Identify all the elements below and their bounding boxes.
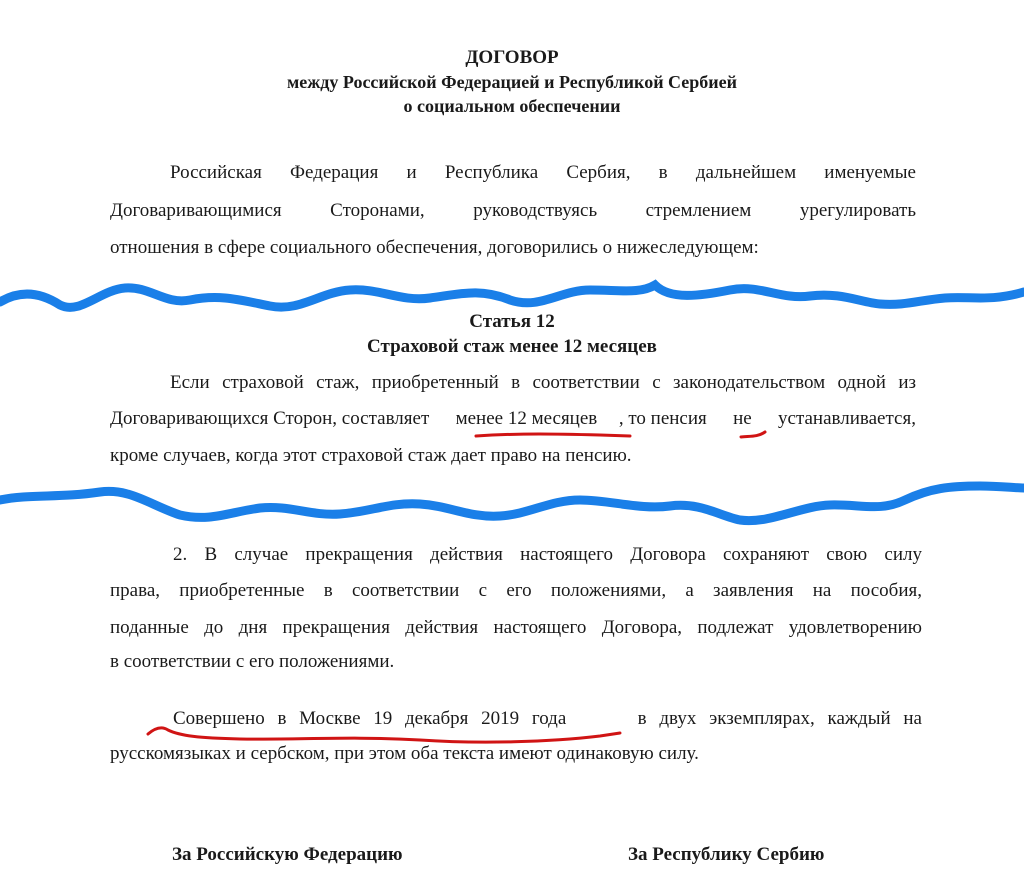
document-subtitle-2: о социальном обеспечении — [403, 96, 621, 116]
highlighted-phrase: менее 12 месяцев — [455, 408, 598, 429]
closing-line — [173, 708, 922, 730]
article-text-part: Договаривающихся Сторон, составляет — [110, 408, 435, 429]
highlighted-date-phrase: Совершено в Москве 19 декабря 2019 года — [173, 708, 567, 729]
blue-wavy-marker-bottom — [0, 486, 1024, 521]
article-text-line: Если страховой стаж, приобретенный в соответствии с законодательством одной из — [170, 372, 916, 393]
article-number: Статья 12 — [469, 311, 555, 332]
article-text-part: устанавливается, — [773, 408, 916, 429]
clause-line: 2. В случае прекращения действия настоящего Договора сохраняют свою силу — [173, 544, 922, 565]
closing-text-part: в двух экземплярах, каждый на — [624, 708, 922, 729]
preamble-line: Договаривающимися Сторонами, руководствуясь стремлением урегулировать — [110, 200, 916, 221]
preamble-line: отношения в сфере социального обеспечения, договорились о нижеследующем: — [110, 237, 759, 258]
clause-line: поданные до дня прекращения действия настоящего Договора, подлежат удовлетворению — [110, 617, 922, 638]
red-underline-date — [148, 728, 620, 742]
signature-russia: За Российскую Федерацию — [172, 844, 403, 865]
article-text-line: кроме случаев, когда этот страховой стаж дает право на пенсию. — [110, 445, 632, 466]
highlighted-word: не — [733, 408, 752, 429]
red-underline-phrase — [476, 434, 630, 436]
document-title: ДОГОВОР — [465, 47, 559, 68]
signature-serbia: За Республику Сербию — [628, 844, 825, 865]
blue-wavy-marker-top — [0, 285, 1024, 307]
article-heading: Страховой стаж менее 12 месяцев — [367, 336, 657, 357]
clause-line: в соответствии с его положениями. — [110, 651, 395, 672]
red-underline-word — [741, 432, 765, 437]
preamble-line: Российская Федерация и Республика Сербия, в дальнейшем именуемые — [170, 162, 916, 183]
clause-line: права, приобретенные в соответствии с его положениями, а заявления на пособия, — [110, 580, 922, 601]
document-subtitle-1: между Российской Федерацией и Республикой Сербией — [286, 72, 738, 92]
article-text-line — [110, 408, 916, 430]
closing-line: русскомязыках и сербском, при этом оба текста имеют одинаковую силу. — [110, 743, 699, 764]
article-text-part: , то пенсия — [618, 408, 712, 429]
